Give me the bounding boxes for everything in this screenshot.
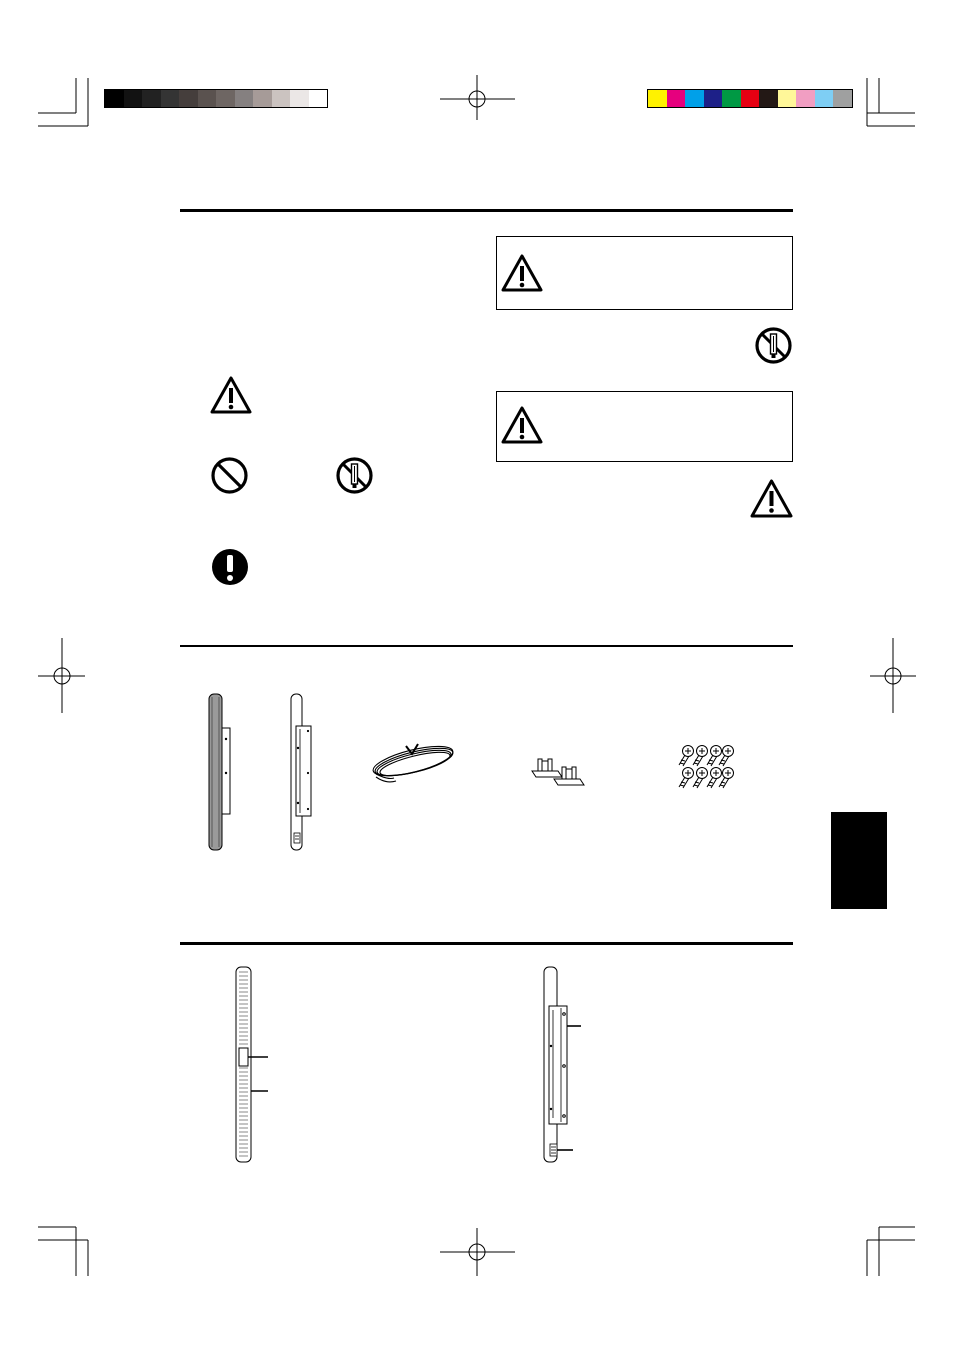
section-rule-safety [180, 209, 793, 212]
grayscale-swatch [198, 90, 217, 107]
grayscale-swatch [142, 90, 161, 107]
color-swatch [667, 90, 686, 107]
prohibition-icon [210, 456, 249, 495]
no-disassembly-icon [754, 326, 793, 365]
caution-box-1 [496, 391, 793, 462]
section-rule-accessories [180, 645, 793, 647]
color-swatch [741, 90, 760, 107]
grayscale-swatch [161, 90, 180, 107]
color-swatch [796, 90, 815, 107]
speaker-front-diagram [234, 966, 274, 1164]
grayscale-swatch [216, 90, 235, 107]
section-index-tab [831, 812, 887, 909]
warning-triangle-icon [210, 376, 252, 414]
grayscale-swatch [235, 90, 254, 107]
warning-triangle-icon [501, 254, 543, 292]
screw-icon [679, 768, 694, 789]
speaker-front-illustration [206, 693, 234, 851]
color-swatch [648, 90, 667, 107]
grayscale-swatch [309, 90, 328, 107]
speaker-rear-illustration [288, 693, 320, 851]
color-swatch [685, 90, 704, 107]
color-calibration-bar [647, 89, 853, 108]
speaker-cable-illustration [370, 740, 458, 786]
color-swatch [759, 90, 778, 107]
grayscale-swatch [124, 90, 143, 107]
screw-icon [707, 768, 722, 789]
grayscale-swatch [272, 90, 291, 107]
grayscale-swatch [253, 90, 272, 107]
screw-icon [693, 746, 708, 767]
registration-target-bottom [440, 1228, 515, 1276]
registration-target-left [38, 638, 85, 713]
warning-box-1 [496, 236, 793, 310]
grayscale-swatch [105, 90, 124, 107]
screw-icon [707, 746, 722, 767]
warning-triangle-icon [501, 406, 543, 444]
grayscale-swatch [179, 90, 198, 107]
screws-illustration [680, 743, 740, 795]
color-swatch [815, 90, 834, 107]
section-rule-parts [180, 942, 793, 945]
color-swatch [722, 90, 741, 107]
mandatory-action-icon [210, 547, 250, 587]
grayscale-swatch [290, 90, 309, 107]
screw-icon [679, 746, 694, 767]
registration-target-top [440, 75, 515, 120]
mounting-bracket-illustration [528, 755, 588, 787]
speaker-rear-diagram [541, 966, 583, 1164]
color-swatch [778, 90, 797, 107]
screw-icon [693, 768, 708, 789]
color-swatch [704, 90, 723, 107]
no-disassembly-icon [335, 456, 374, 495]
color-swatch [833, 90, 852, 107]
grayscale-calibration-bar [104, 89, 328, 108]
warning-triangle-icon [750, 479, 793, 518]
registration-target-right [870, 638, 916, 713]
